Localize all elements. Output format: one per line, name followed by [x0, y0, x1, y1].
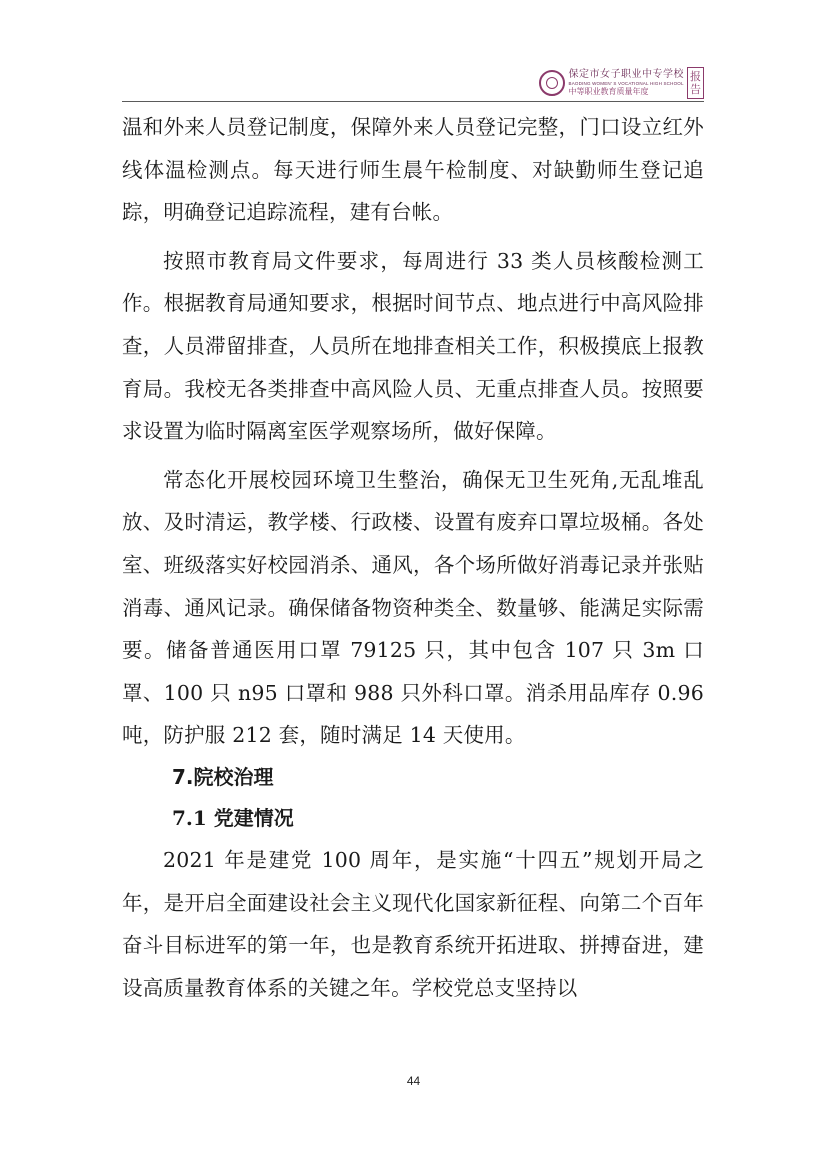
badge-top-char: 报	[690, 70, 701, 83]
paragraph-4: 2021 年是建党 100 周年，是实施“十四五”规划开局之年，是开启全面建设社会主义现代化国家新征程、向第二个百年奋斗目标进军的第一年，也是教育系统开拓进取、拼搏奋进，建设高质量教育体系的关键之年。学校党总支坚持以	[122, 847, 704, 1000]
badge-bottom-char: 告	[690, 83, 701, 96]
page-body	[122, 106, 704, 1009]
school-name: 保定市女子职业中专学校	[568, 68, 684, 80]
report-subtitle: 中等职业教育质量年度	[568, 87, 649, 97]
subsection-heading: 7.1 党建情况	[172, 805, 294, 830]
paragraph-1: 温和外来人员登记制度，保障外来人员登记完整，门口设立红外线体温检测点。每天进行师生晨午检制度、对缺勤师生登记追踪，明确登记追踪流程，建有台帐。	[122, 115, 704, 225]
paragraph-3: 常态化开展校园环境卫生整治，确保无卫生死角,无乱堆乱放、及时清运，教学楼、行政楼、设置有废弃口罩垃圾桶。各处室、班级落实好校园消杀、通风，各个场所做好消毒记录并张贴消毒、通风记录。确保储备物资种类全、数量够、能满足实际需要。储备普通医用口罩 79125 只，其中包含 107 只 3m 口罩、100 只 n95 口罩和 988 只外科口罩。消杀用品库存 0.96 吨，防护服 212 套，随时满足 14 天使用。	[122, 467, 704, 748]
page-number: 44	[406, 1074, 421, 1088]
page-header	[122, 62, 704, 102]
school-name-en: BAODING WOMEN' S VOCATIONAL HIGH SCHOOL	[568, 80, 684, 86]
section-heading: 7.院校治理	[172, 764, 274, 789]
paragraph-2: 按照市教育局文件要求，每周进行 33 类人员核酸检测工作。根据教育局通知要求，根据时间节点、地点进行中高风险排查，人员滞留排查，人员所在地排查相关工作，积极摸底上报教育局。我校无各类排查中高风险人员、无重点排查人员。按照要求设置为临时隔离室医学观察场所，做好保障。	[122, 248, 704, 444]
school-emblem-icon	[539, 70, 565, 96]
logo-text	[569, 70, 685, 97]
school-logo	[539, 66, 705, 100]
report-badge	[687, 67, 704, 99]
header-divider	[122, 101, 704, 102]
